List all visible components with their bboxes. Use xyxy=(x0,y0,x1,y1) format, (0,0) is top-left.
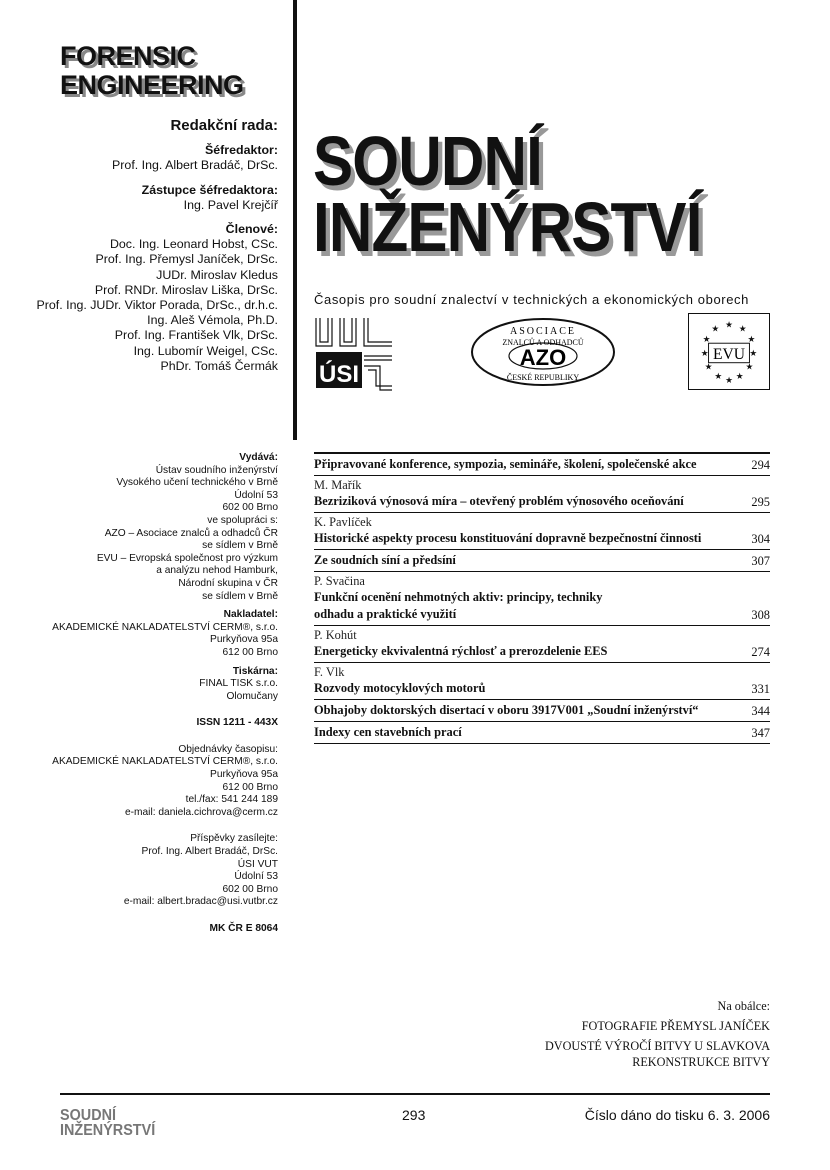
issued-line: Údolní 53 xyxy=(234,489,278,501)
svg-text:★: ★ xyxy=(711,324,720,335)
member: JUDr. Miroslav Kledus xyxy=(156,267,278,282)
editorial-board xyxy=(18,118,278,374)
svg-text:★: ★ xyxy=(735,372,744,383)
toc-title[interactable]: Bezriziková výnosová míra – otevřený problém výnosového oceňování xyxy=(314,494,684,508)
toc-entry[interactable] xyxy=(314,512,770,549)
issued-line: se sídlem v Brně xyxy=(202,590,278,602)
issued-line: AZO – Asociace znalců a odhadců ČR xyxy=(104,527,278,539)
footer-logo xyxy=(60,1108,155,1138)
mk-registration: MK ČR E 8064 xyxy=(209,923,278,934)
usi-logo xyxy=(314,316,394,392)
orders-line: AKADEMICKÉ NAKLADATELSTVÍ CERM®, s.r.o. xyxy=(52,756,278,768)
toc-author: K. Pavlíček xyxy=(314,515,372,529)
toc-title[interactable]: Připravované konference, sympozia, semináře, školení, společenské akce xyxy=(314,457,697,471)
print-date: Číslo dáno do tisku 6. 3. 2006 xyxy=(584,1107,770,1123)
svg-text:★: ★ xyxy=(700,348,709,359)
evu-logo-text: EVU xyxy=(712,345,746,363)
toc-title[interactable]: Obhajoby doktorských disertací v oboru 3917V001 „Soudní inženýrství“ xyxy=(314,703,699,717)
member: Prof. Ing. František Vlk, DrSc. xyxy=(114,328,278,343)
azo-logo xyxy=(470,316,616,388)
publisher-line: 612 00 Brno xyxy=(222,646,278,658)
contrib-email[interactable]: e-mail: albert.bradac@usi.vutbr.cz xyxy=(123,896,278,908)
svg-text:★: ★ xyxy=(704,362,713,373)
svg-text:★: ★ xyxy=(725,376,733,387)
cover-line: REKONSTRUKCE BITVY xyxy=(632,1055,770,1069)
issued-line: EVU – Evropská společnost pro výzkum xyxy=(96,552,278,564)
orders-line: Purkyňova 95a xyxy=(210,769,278,781)
issued-label: Vydává: xyxy=(239,452,278,463)
toc-page: 294 xyxy=(751,458,770,472)
toc-page: 307 xyxy=(751,554,770,568)
printer-line: Olomučany xyxy=(226,690,278,702)
journal-title xyxy=(313,122,702,266)
cover-label: Na obálce: xyxy=(717,999,770,1013)
orders-line: 612 00 Brno xyxy=(222,781,278,793)
page-number: 293 xyxy=(402,1107,426,1123)
svg-text:★: ★ xyxy=(738,324,747,335)
toc-title[interactable]: Funkční ocenění nehmotných aktiv: principy, techniky odhadu a praktické využití xyxy=(314,590,603,621)
journal-title-line1: SOUDNÍ xyxy=(313,122,542,200)
member: Doc. Ing. Leonard Hobst, CSc. xyxy=(109,237,278,252)
toc-title[interactable]: Historické aspekty procesu konstituování dopravně bezpečnostní činnosti xyxy=(314,531,702,545)
toc-title[interactable]: Indexy cen stavebních prací xyxy=(314,725,462,739)
azo-top-text: ASOCIACE xyxy=(509,326,577,337)
toc-entry[interactable] xyxy=(314,625,770,662)
table-of-contents xyxy=(314,452,770,744)
contrib-line: Příspěvky zasílejte: xyxy=(190,833,278,845)
journal-subtitle: Časopis pro soudní znalectví v technických a ekonomických oborech xyxy=(314,292,749,307)
toc-page: 344 xyxy=(751,704,770,718)
toc-page: 347 xyxy=(751,726,770,740)
toc-page: 308 xyxy=(751,608,770,622)
orders-line: tel./fax: 541 244 189 xyxy=(185,794,278,806)
toc-title[interactable]: Rozvody motocyklových motorů xyxy=(314,681,486,695)
contrib-line: ÚSI VUT xyxy=(237,858,278,870)
svg-text:★: ★ xyxy=(725,320,733,331)
toc-page: 304 xyxy=(751,532,770,546)
cover-line: FOTOGRAFIE PŘEMYSL JANÍČEK xyxy=(581,1019,770,1033)
svg-text:★: ★ xyxy=(749,348,758,359)
issued-line: Vysokého učení technického v Brně xyxy=(116,477,278,489)
publisher-info xyxy=(18,452,278,936)
issued-line: 602 00 Brno xyxy=(222,502,278,514)
toc-page: 274 xyxy=(751,645,770,659)
member: Prof. Ing. Přemysl Janíček, DrSc. xyxy=(95,252,278,267)
member: Ing. Lubomír Weigel, CSc. xyxy=(133,343,278,358)
fe-line1: FORENSIC xyxy=(60,41,196,71)
toc-entry[interactable] xyxy=(314,699,770,721)
publisher-line: Purkyňova 95a xyxy=(210,634,278,646)
toc-page: 295 xyxy=(751,495,770,509)
azo-bottom-text: ČESKÉ REPUBLIKY xyxy=(506,373,580,382)
svg-text:★: ★ xyxy=(714,372,723,383)
footer-logo-line2: INŽENÝRSTVÍ xyxy=(60,1122,156,1139)
footer-logo-line1: SOUDNÍ xyxy=(60,1107,117,1124)
board-heading: Redakční rada: xyxy=(170,117,278,134)
toc-author: P. Svačina xyxy=(314,574,365,588)
toc-entry[interactable] xyxy=(314,454,770,475)
members-role: Členové: xyxy=(225,222,278,237)
svg-text:★: ★ xyxy=(747,335,756,346)
member: Prof. RNDr. Miroslav Liška, DrSc. xyxy=(94,282,278,297)
issued-line: a analýzu nehod Hamburk, xyxy=(156,565,278,577)
printer-line: FINAL TISK s.r.o. xyxy=(199,678,278,690)
printer-label: Tiskárna: xyxy=(232,665,278,677)
svg-text:★: ★ xyxy=(702,335,711,346)
issued-line: Ústav soudního inženýrství xyxy=(155,464,278,476)
contrib-line: 602 00 Brno xyxy=(222,883,278,895)
contrib-line: Údolní 53 xyxy=(234,871,278,883)
toc-entry[interactable] xyxy=(314,571,770,625)
deputy-role: Zástupce šéfredaktora: xyxy=(141,182,278,197)
cover-line: DVOUSTÉ VÝROČÍ BITVY U SLAVKOVA xyxy=(544,1039,770,1053)
issued-line: se sídlem v Brně xyxy=(202,540,278,552)
azo-mid-text: ZNALCŮ A ODHADCŮ xyxy=(502,338,584,347)
issued-line: Národní skupina v ČR xyxy=(178,577,278,589)
svg-text:★: ★ xyxy=(745,362,754,373)
member: Prof. Ing. JUDr. Viktor Porada, DrSc., dr.h.c. xyxy=(36,298,278,313)
fe-line2: ENGINEERING xyxy=(60,70,244,100)
editor-name: Prof. Ing. Albert Bradáč, DrSc. xyxy=(112,158,278,173)
orders-line: Objednávky časopisu: xyxy=(178,743,278,755)
footer-rule xyxy=(60,1093,770,1095)
issued-line: ve spolupráci s: xyxy=(207,514,278,526)
contrib-line: Prof. Ing. Albert Bradáč, DrSc. xyxy=(141,846,278,858)
toc-title[interactable]: Energeticky ekvivalentná rýchlosť a prerozdelenie EES xyxy=(314,644,608,658)
cover-note xyxy=(545,998,770,1070)
deputy-name: Ing. Pavel Krejčíř xyxy=(183,197,278,212)
journal-title-line2: INŽENÝRSTVÍ xyxy=(313,188,702,266)
toc-entry[interactable] xyxy=(314,475,770,512)
toc-entry[interactable] xyxy=(314,662,770,699)
evu-logo xyxy=(688,313,770,390)
toc-author: F. Vlk xyxy=(314,665,345,679)
publisher-line: AKADEMICKÉ NAKLADATELSTVÍ CERM®, s.r.o. xyxy=(52,621,278,633)
member: Ing. Aleš Vémola, Ph.D. xyxy=(147,313,278,328)
toc-author: P. Kohút xyxy=(314,628,357,642)
forensic-engineering-title xyxy=(60,42,244,100)
toc-entry[interactable] xyxy=(314,721,770,744)
toc-author: M. Mařík xyxy=(314,478,362,492)
azo-big-text: AZO xyxy=(519,345,567,370)
editor-role: Šéfredaktor: xyxy=(205,143,278,158)
issn: ISSN 1211 - 443X xyxy=(196,717,278,729)
orders-email[interactable]: e-mail: daniela.cichrova@cerm.cz xyxy=(124,806,278,818)
toc-page: 331 xyxy=(751,682,770,696)
toc-title[interactable]: Ze soudních síní a předsíní xyxy=(314,553,456,567)
toc-entry[interactable] xyxy=(314,549,770,571)
vertical-divider xyxy=(293,0,297,440)
publisher-label: Nakladatel: xyxy=(223,609,278,621)
usi-logo-text: ÚSI xyxy=(318,361,360,388)
member: PhDr. Tomáš Čermák xyxy=(160,358,278,373)
